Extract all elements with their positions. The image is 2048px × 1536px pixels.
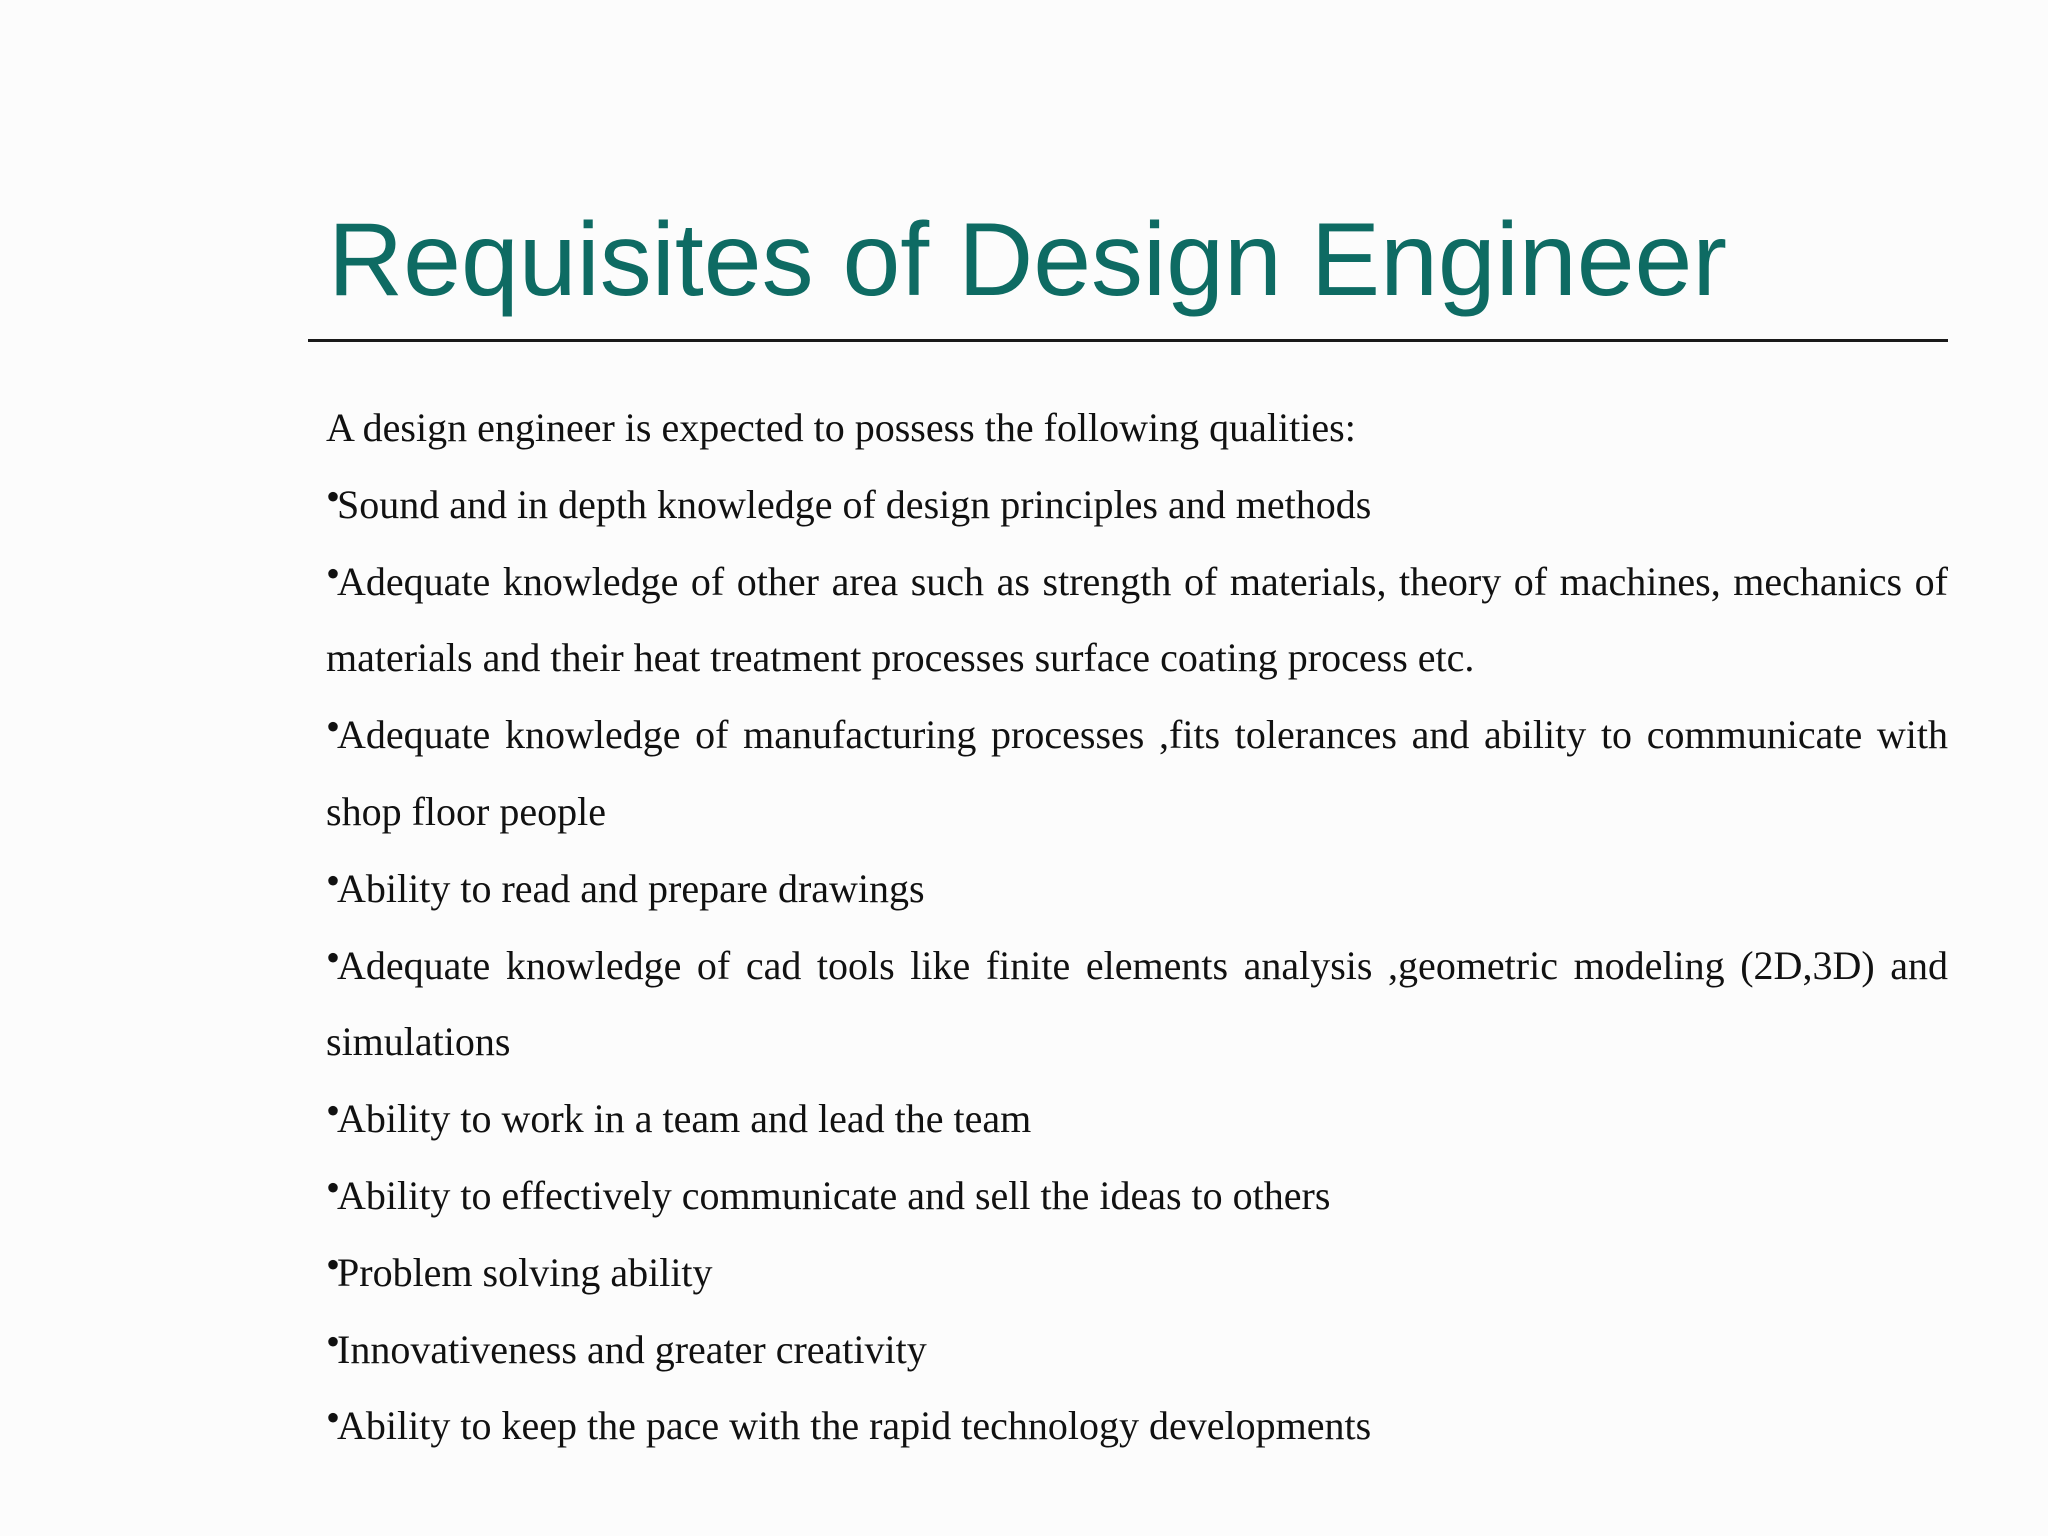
list-item-text: Ability to work in a team and lead the team — [337, 1096, 1032, 1142]
slide-body — [326, 390, 1948, 1465]
bullet-icon: • — [326, 1318, 341, 1364]
bullet-icon: • — [326, 1164, 341, 1210]
list-item-text: Ability to keep the pace with the rapid technology developments — [337, 1403, 1372, 1449]
list-item-text: Ability to effectively communicate and sell the ideas to others — [337, 1172, 1331, 1218]
list-item-text: Ability to read and prepare drawings — [337, 865, 925, 911]
list-item — [326, 1081, 1948, 1158]
slide-title: Requisites of Design Engineer — [328, 202, 1728, 318]
bullet-icon: • — [326, 934, 341, 980]
list-item — [326, 697, 1948, 851]
list-item — [326, 544, 1948, 698]
bullet-icon: • — [326, 1395, 341, 1441]
list-item — [326, 1388, 1948, 1465]
bullet-icon: • — [326, 550, 341, 596]
bullet-icon: • — [326, 1241, 341, 1287]
list-item — [326, 1312, 1948, 1389]
bullet-icon: • — [326, 857, 341, 903]
title-divider — [308, 339, 1948, 342]
list-item — [326, 467, 1948, 544]
list-item — [326, 928, 1948, 1082]
list-item-text: Adequate knowledge of other area such as strength of materials, theory of machines, mechanics of materials and their heat treatment processes surface coating process etc. — [326, 558, 1948, 681]
intro-text: A design engineer is expected to possess the following qualities: — [326, 405, 1356, 450]
list-item-text: Adequate knowledge of manufacturing processes ,fits tolerances and ability to communicate with shop floor people — [326, 712, 1948, 834]
bullet-icon: • — [326, 704, 341, 750]
list-item — [326, 1235, 1948, 1312]
list-item-text: Innovativeness and greater creativity — [337, 1326, 927, 1372]
list-item-text: Adequate knowledge of cad tools like finite elements analysis ,geometric modeling (2D,3D) and simulations — [326, 942, 1948, 1065]
bullet-icon: • — [326, 1088, 341, 1134]
list-item — [326, 1158, 1948, 1235]
list-item-text: Sound and in depth knowledge of design principles and methods — [337, 481, 1372, 527]
list-item-text: Problem solving ability — [337, 1249, 713, 1295]
list-item — [326, 851, 1948, 928]
bullet-icon: • — [326, 473, 341, 519]
